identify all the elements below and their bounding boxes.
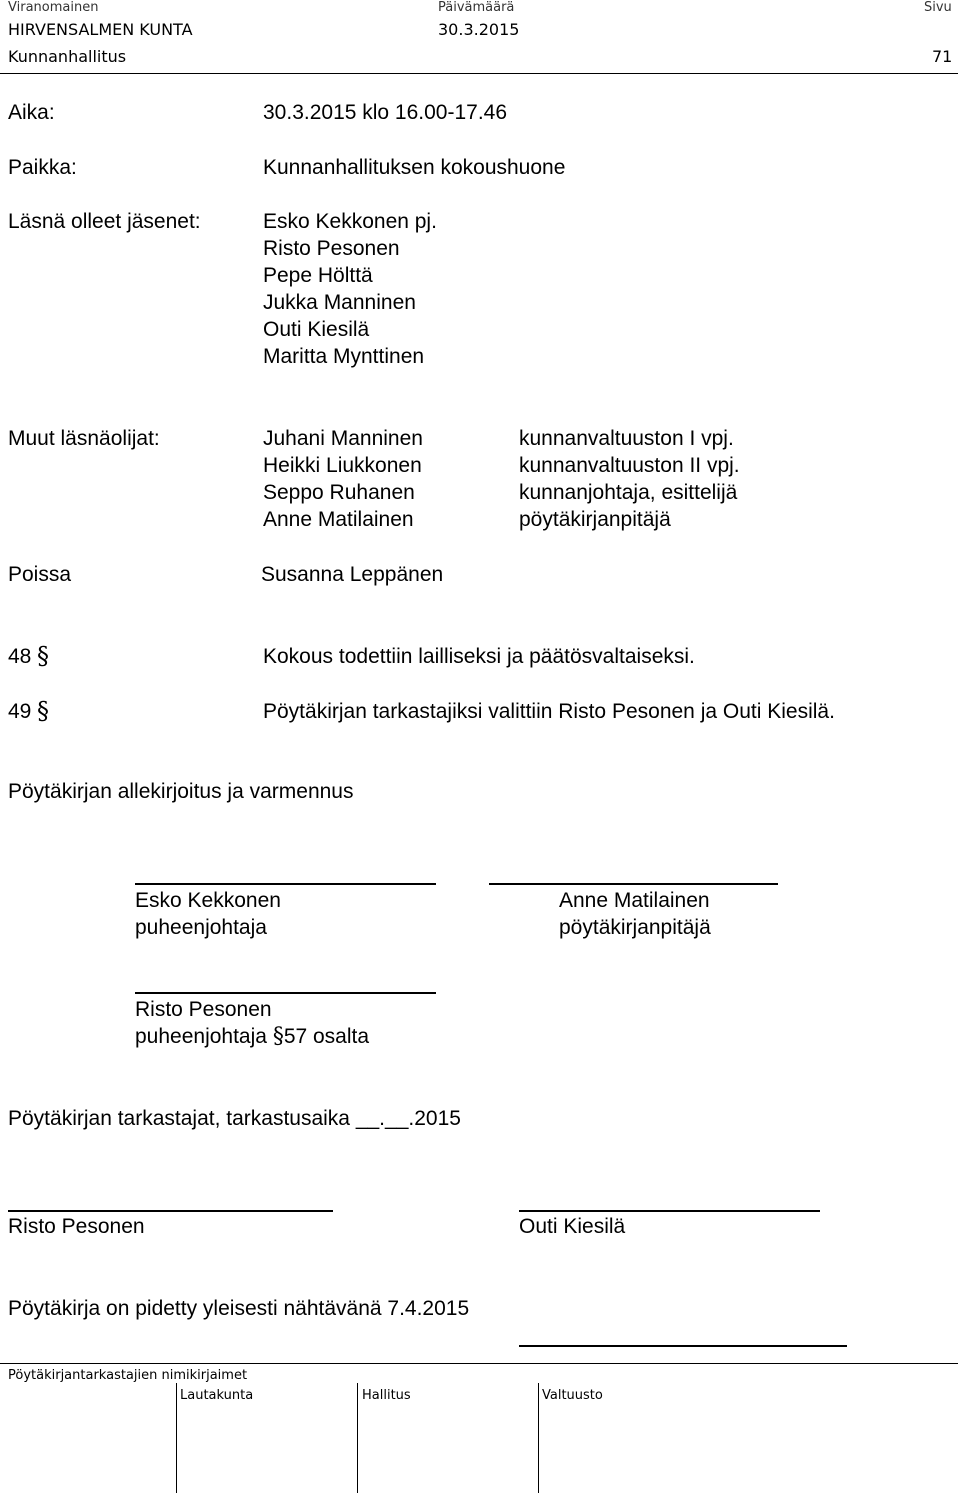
header-label-authority: Viranomainen — [8, 0, 99, 15]
footer-col-hallitus: Hallitus — [362, 1388, 411, 1403]
member-name: Esko Kekkonen pj. — [263, 210, 437, 233]
reviewer-2-name: Outi Kiesilä — [519, 1215, 626, 1238]
section-symbol: § — [37, 642, 49, 670]
sub-chair-role-prefix: puheenjohtaja — [135, 1025, 267, 1048]
others-label: Muut läsnäolijat: — [8, 427, 160, 450]
posted-notice: Pöytäkirja on pidetty yleisesti nähtävänä 7.4.2015 — [8, 1297, 470, 1320]
signature-line-chair — [135, 883, 436, 885]
footer-column-divider — [538, 1383, 539, 1493]
section-text: Pöytäkirjan tarkastajiksi valittiin Risto Pesonen ja Outi Kiesilä. — [263, 700, 835, 723]
other-name: Seppo Ruhanen — [263, 481, 415, 504]
other-role: kunnanjohtaja, esittelijä — [519, 481, 738, 504]
secretary-name: Anne Matilainen — [559, 889, 710, 912]
sub-chair-name: Risto Pesonen — [135, 998, 272, 1021]
member-name: Pepe Hölttä — [263, 264, 373, 287]
other-name: Juhani Manninen — [263, 427, 423, 450]
signature-line-posted — [519, 1345, 847, 1347]
absent-value: Susanna Leppänen — [261, 563, 444, 586]
footer-column-divider — [176, 1383, 177, 1493]
reviewer-1-name: Risto Pesonen — [8, 1215, 145, 1238]
chair-name: Esko Kekkonen — [135, 889, 281, 912]
sub-chair-role — [135, 1023, 369, 1050]
other-name: Anne Matilainen — [263, 508, 414, 531]
signature-line-reviewer-2 — [519, 1210, 820, 1212]
members-label: Läsnä olleet jäsenet: — [8, 210, 201, 233]
footer-col-valtuusto: Valtuusto — [542, 1388, 603, 1403]
header-label-page: Sivu — [924, 0, 952, 15]
header-authority: HIRVENSALMEN KUNTA — [8, 20, 193, 39]
member-name: Jukka Manninen — [263, 291, 416, 314]
other-role: kunnanvaltuuston I vpj. — [519, 427, 734, 450]
section-text: Kokous todettiin lailliseksi ja päätösvaltaiseksi. — [263, 645, 695, 668]
section-number: 49 — [8, 700, 32, 723]
signature-line-reviewer-1 — [8, 1210, 333, 1212]
footer-column-divider — [357, 1383, 358, 1493]
header-body: Kunnanhallitus — [8, 47, 127, 66]
review-line: Pöytäkirjan tarkastajat, tarkastusaika __.__.2015 — [8, 1107, 461, 1130]
footer-initials-label: Pöytäkirjantarkastajien nimikirjaimet — [8, 1368, 248, 1383]
chair-role: puheenjohtaja — [135, 916, 267, 939]
header-date: 30.3.2015 — [438, 20, 520, 39]
header-divider — [0, 73, 958, 74]
signature-line-sub-chair — [135, 992, 436, 994]
other-name: Heikki Liukkonen — [263, 454, 422, 477]
other-role: pöytäkirjanpitäjä — [519, 508, 671, 531]
signature-heading: Pöytäkirjan allekirjoitus ja varmennus — [8, 780, 354, 803]
time-label: Aika: — [8, 101, 55, 124]
header-label-date: Päivämäärä — [438, 0, 515, 15]
footer-divider — [0, 1363, 958, 1364]
footer-col-lautakunta: Lautakunta — [180, 1388, 254, 1403]
member-name: Risto Pesonen — [263, 237, 400, 260]
time-value: 30.3.2015 klo 16.00-17.46 — [263, 101, 508, 124]
section-symbol: § — [37, 697, 49, 725]
other-role: kunnanvaltuuston II vpj. — [519, 454, 740, 477]
section-number: 48 — [8, 645, 32, 668]
header-page-number: 71 — [932, 47, 953, 66]
signature-line-secretary — [489, 883, 778, 885]
place-value: Kunnanhallituksen kokoushuone — [263, 156, 566, 179]
member-name: Maritta Mynttinen — [263, 345, 425, 368]
absent-label: Poissa — [8, 563, 72, 586]
section-symbol: § — [272, 1024, 284, 1049]
place-label: Paikka: — [8, 156, 77, 179]
sub-chair-role-suffix: 57 osalta — [283, 1025, 370, 1048]
secretary-role: pöytäkirjanpitäjä — [559, 916, 711, 939]
member-name: Outi Kiesilä — [263, 318, 370, 341]
